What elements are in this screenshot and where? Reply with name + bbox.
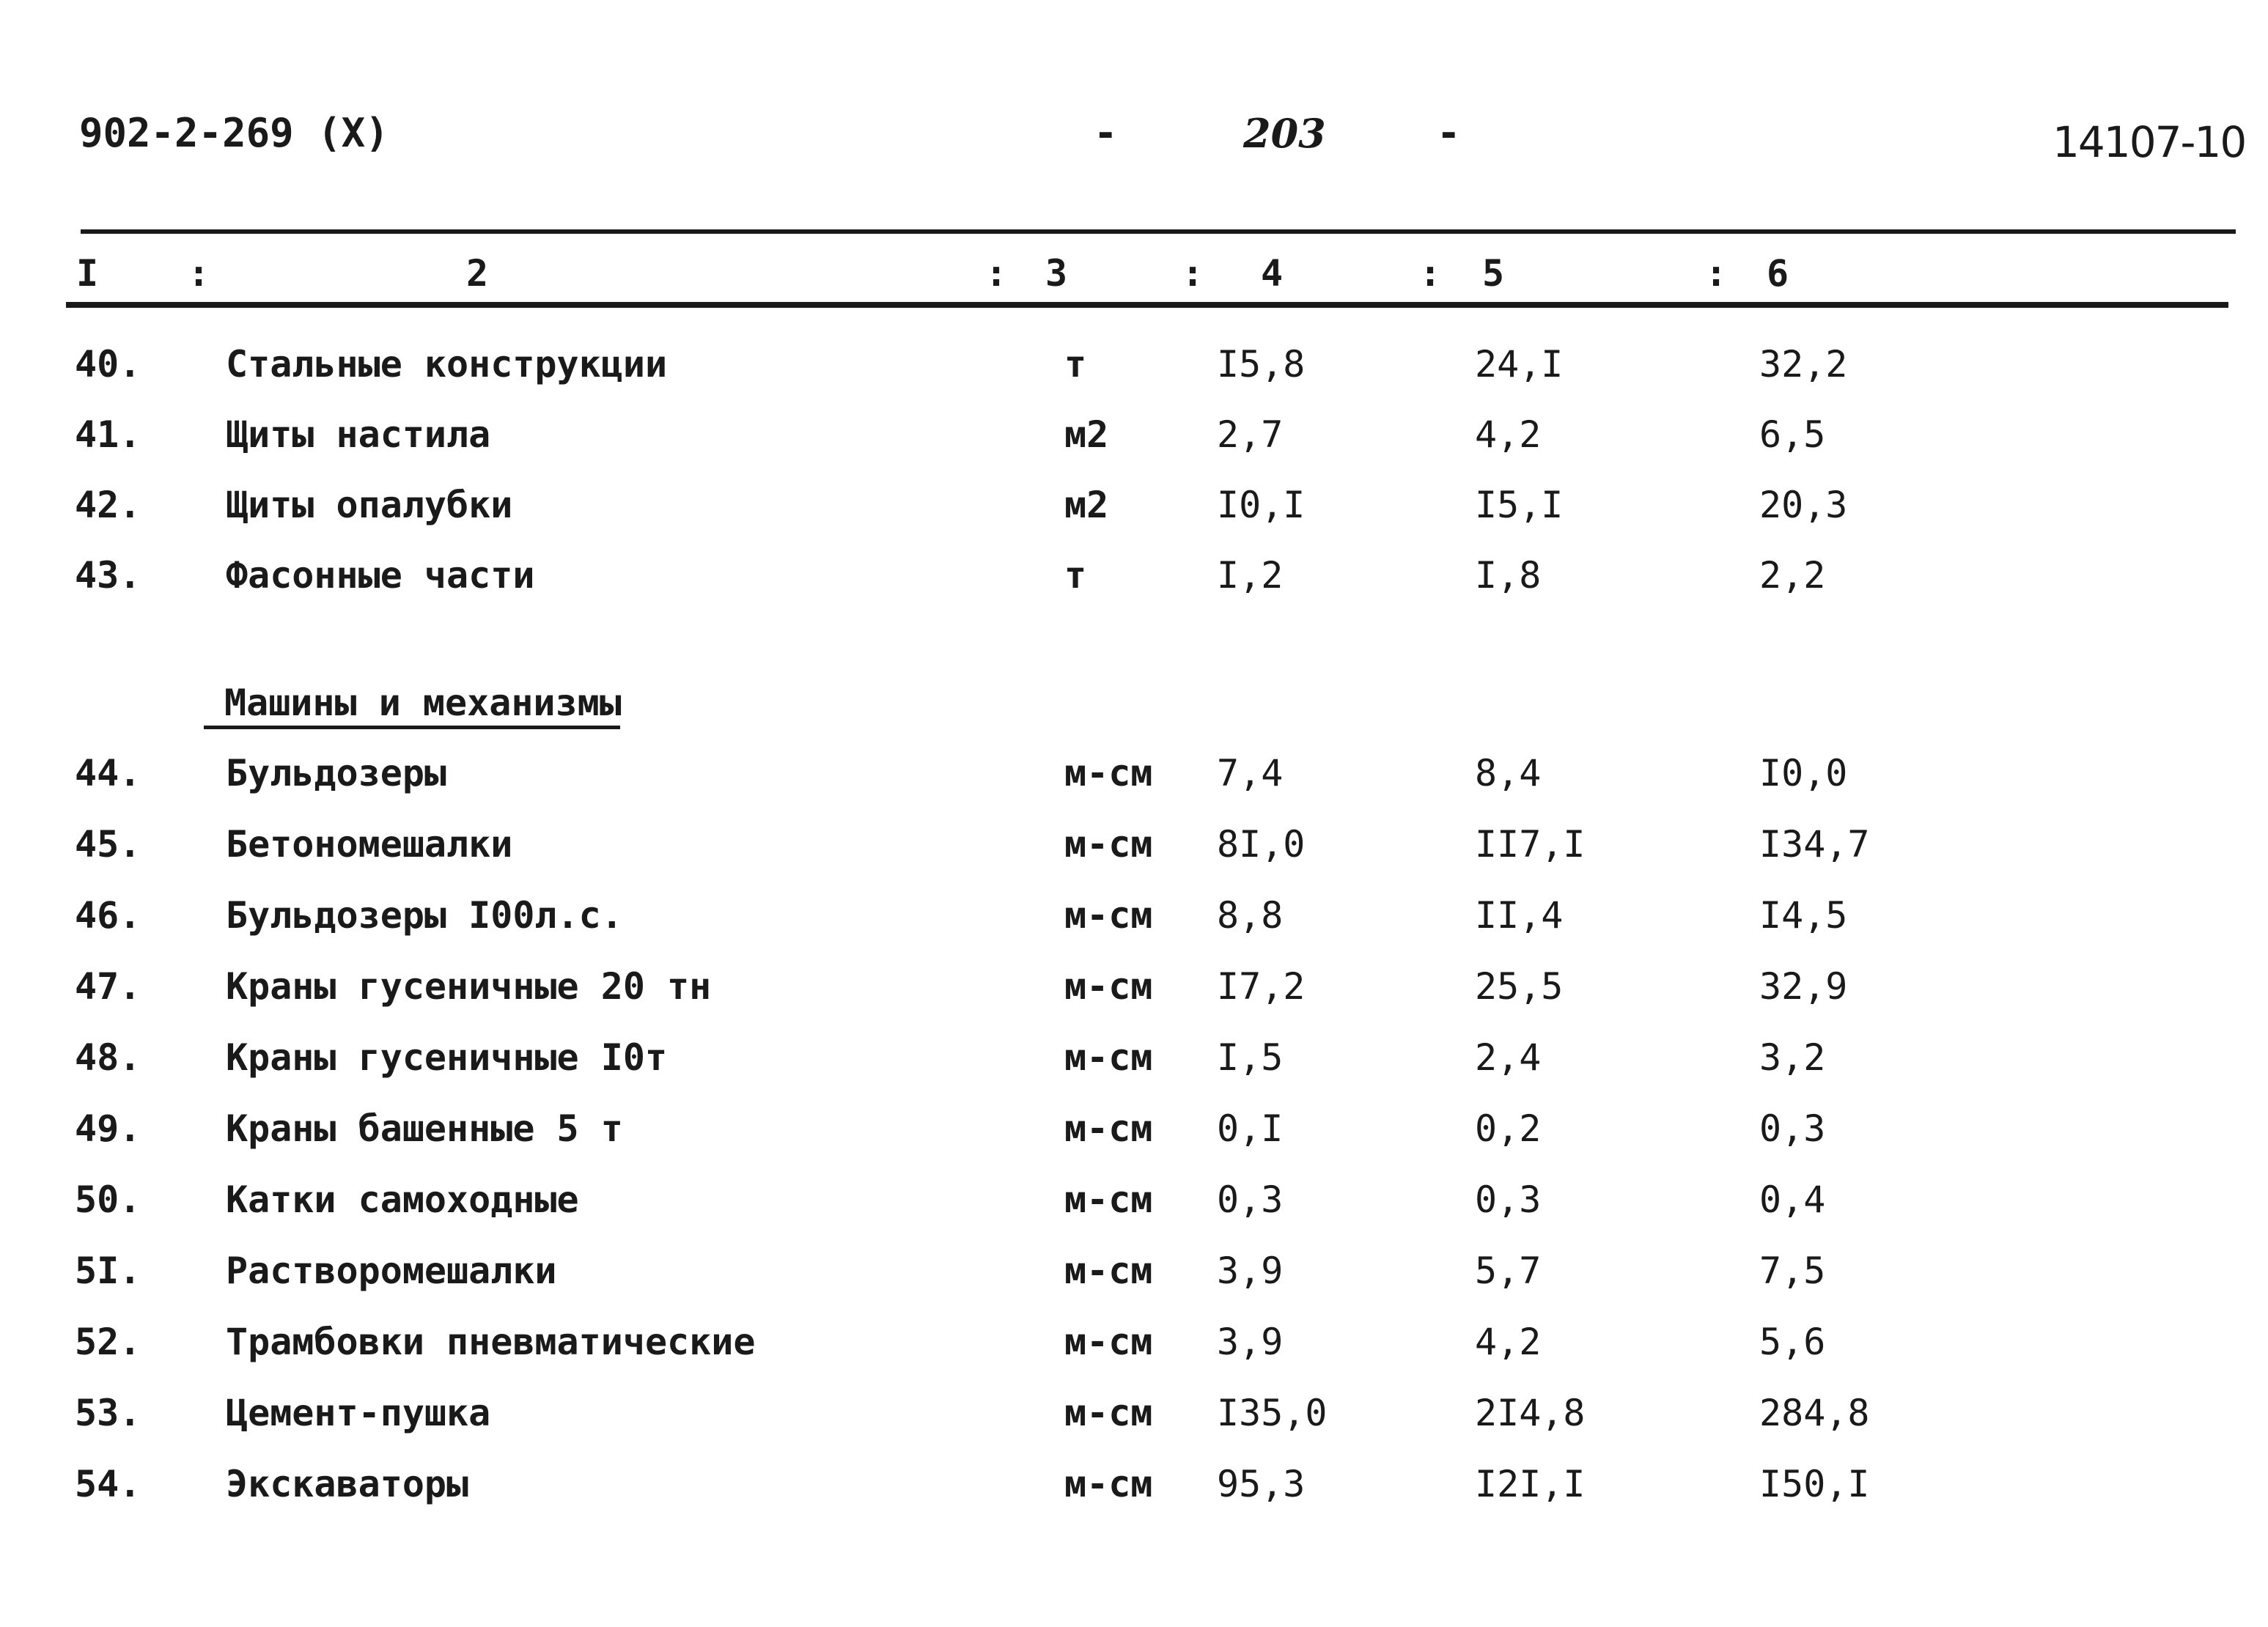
row-unit: м-см xyxy=(1064,1250,1153,1292)
table-row xyxy=(0,752,2268,818)
row-name: Щиты настила xyxy=(226,413,491,456)
table-row xyxy=(0,343,2268,409)
row-value-col5: 8,4 xyxy=(1475,752,1542,794)
row-value-col6: 32,9 xyxy=(1759,965,1848,1008)
column-header-5: 5 xyxy=(1482,252,1505,295)
column-separator: : xyxy=(1419,252,1442,295)
row-unit: м2 xyxy=(1064,484,1109,526)
column-separator: : xyxy=(985,252,1008,295)
column-header-6: 6 xyxy=(1767,252,1789,295)
row-value-col4: 8I,0 xyxy=(1217,823,1306,866)
row-number: 40. xyxy=(75,343,141,385)
document-code: 902-2-269 (X) xyxy=(79,110,389,156)
row-value-col4: 3,9 xyxy=(1217,1321,1284,1363)
archive-number: 14107-10 xyxy=(2052,117,2246,167)
row-unit: т xyxy=(1064,343,1087,385)
row-value-col5: 4,2 xyxy=(1475,413,1542,456)
row-name: Стальные конструкции xyxy=(226,343,668,385)
row-value-col6: 0,4 xyxy=(1759,1178,1826,1221)
row-number: 5I. xyxy=(75,1250,141,1292)
row-value-col4: I,2 xyxy=(1217,554,1284,597)
row-name: Катки самоходные xyxy=(226,1178,579,1221)
row-value-col4: 0,3 xyxy=(1217,1178,1284,1221)
row-number: 45. xyxy=(75,823,141,866)
row-unit: м-см xyxy=(1064,965,1153,1008)
column-separator: : xyxy=(1182,252,1204,295)
row-value-col4: 2,7 xyxy=(1217,413,1284,456)
row-value-col4: 7,4 xyxy=(1217,752,1284,794)
row-value-col6: I4,5 xyxy=(1759,894,1848,937)
row-unit: м2 xyxy=(1064,413,1109,456)
table-row xyxy=(0,413,2268,479)
table-row xyxy=(0,1250,2268,1316)
row-name: Краны гусеничные 20 тн xyxy=(226,965,712,1008)
row-number: 50. xyxy=(75,1178,141,1221)
column-header-4: 4 xyxy=(1261,252,1284,295)
row-value-col4: I7,2 xyxy=(1217,965,1306,1008)
row-unit: м-см xyxy=(1064,752,1153,794)
table-row xyxy=(0,965,2268,1031)
row-value-col5: II,4 xyxy=(1475,894,1564,937)
row-value-col5: 25,5 xyxy=(1475,965,1564,1008)
page-dash-right: - xyxy=(1437,110,1461,156)
row-value-col5: 0,3 xyxy=(1475,1178,1542,1221)
row-value-col4: 3,9 xyxy=(1217,1250,1284,1292)
table-row xyxy=(0,554,2268,620)
row-name: Трамбовки пневматические xyxy=(226,1321,756,1363)
row-value-col4: 8,8 xyxy=(1217,894,1284,937)
row-value-col5: I,8 xyxy=(1475,554,1542,597)
row-value-col6: 7,5 xyxy=(1759,1250,1826,1292)
row-value-col5: I5,I xyxy=(1475,484,1564,526)
row-value-col5: 4,2 xyxy=(1475,1321,1542,1363)
row-unit: м-см xyxy=(1064,1036,1153,1079)
row-unit: м-см xyxy=(1064,1463,1153,1505)
row-name: Экскаваторы xyxy=(226,1463,469,1505)
table-row xyxy=(0,1036,2268,1102)
row-number: 52. xyxy=(75,1321,141,1363)
table-row xyxy=(0,1463,2268,1529)
row-value-col4: I35,0 xyxy=(1217,1392,1328,1434)
row-number: 49. xyxy=(75,1107,141,1150)
table-row xyxy=(0,484,2268,550)
column-header-2: 2 xyxy=(466,252,489,295)
section-title: Машины и механизмы xyxy=(224,682,622,724)
row-value-col6: 5,6 xyxy=(1759,1321,1826,1363)
row-unit: м-см xyxy=(1064,1321,1153,1363)
row-value-col6: 32,2 xyxy=(1759,343,1848,385)
column-header-1: I xyxy=(76,252,99,295)
row-name: Щиты опалубки xyxy=(226,484,513,526)
row-value-col4: I0,I xyxy=(1217,484,1306,526)
row-value-col6: 0,3 xyxy=(1759,1107,1826,1150)
row-value-col6: 6,5 xyxy=(1759,413,1826,456)
row-name: Бетономешалки xyxy=(226,823,513,866)
row-value-col6: 2,2 xyxy=(1759,554,1826,597)
row-value-col6: I0,0 xyxy=(1759,752,1848,794)
row-value-col5: II7,I xyxy=(1475,823,1586,866)
column-header-3: 3 xyxy=(1045,252,1068,295)
row-number: 53. xyxy=(75,1392,141,1434)
row-unit: м-см xyxy=(1064,1392,1153,1434)
row-number: 46. xyxy=(75,894,141,937)
row-value-col4: 95,3 xyxy=(1217,1463,1306,1505)
row-number: 43. xyxy=(75,554,141,597)
row-value-col6: I34,7 xyxy=(1759,823,1870,866)
row-value-col4: I5,8 xyxy=(1217,343,1306,385)
row-name: Цемент-пушка xyxy=(226,1392,491,1434)
row-value-col4: 0,I xyxy=(1217,1107,1284,1150)
row-value-col6: I50,I xyxy=(1759,1463,1870,1505)
page-dash-left: - xyxy=(1094,110,1118,156)
row-value-col5: I2I,I xyxy=(1475,1463,1586,1505)
table-row xyxy=(0,1178,2268,1244)
row-name: Бульдозеры I00л.с. xyxy=(226,894,623,937)
column-separator: : xyxy=(1705,252,1728,295)
row-unit: м-см xyxy=(1064,1107,1153,1150)
row-number: 42. xyxy=(75,484,141,526)
table-row xyxy=(0,894,2268,960)
row-name: Краны башенные 5 т xyxy=(226,1107,623,1150)
table-row xyxy=(0,1321,2268,1387)
page-number: 203 xyxy=(1243,110,1326,157)
row-number: 54. xyxy=(75,1463,141,1505)
row-value-col4: I,5 xyxy=(1217,1036,1284,1079)
row-number: 44. xyxy=(75,752,141,794)
row-name: Бульдозеры xyxy=(226,752,447,794)
row-value-col6: 284,8 xyxy=(1759,1392,1870,1434)
table-row xyxy=(0,1107,2268,1173)
row-value-col5: 0,2 xyxy=(1475,1107,1542,1150)
row-unit: м-см xyxy=(1064,823,1153,866)
row-number: 48. xyxy=(75,1036,141,1079)
row-unit: т xyxy=(1064,554,1087,597)
row-unit: м-см xyxy=(1064,894,1153,937)
row-name: Краны гусеничные I0т xyxy=(226,1036,668,1079)
row-value-col5: 5,7 xyxy=(1475,1250,1542,1292)
row-value-col6: 20,3 xyxy=(1759,484,1848,526)
table-row xyxy=(0,823,2268,889)
column-separator: : xyxy=(188,252,210,295)
row-number: 47. xyxy=(75,965,141,1008)
row-number: 41. xyxy=(75,413,141,456)
row-name: Растворомешалки xyxy=(226,1250,557,1292)
row-value-col5: 24,I xyxy=(1475,343,1564,385)
table-row xyxy=(0,1392,2268,1458)
row-value-col6: 3,2 xyxy=(1759,1036,1826,1079)
row-name: Фасонные части xyxy=(226,554,535,597)
row-unit: м-см xyxy=(1064,1178,1153,1221)
row-value-col5: 2I4,8 xyxy=(1475,1392,1586,1434)
row-value-col5: 2,4 xyxy=(1475,1036,1542,1079)
